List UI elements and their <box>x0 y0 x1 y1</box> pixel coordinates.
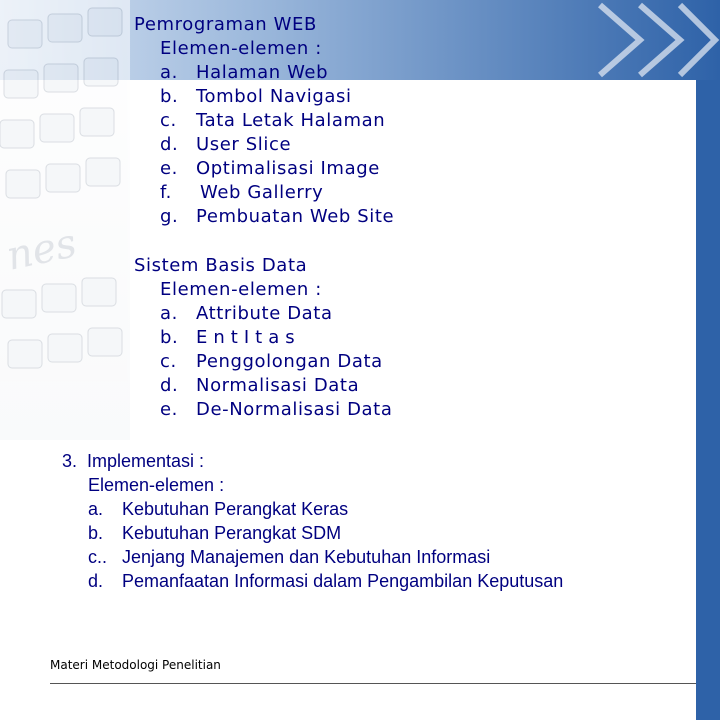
section-title: Pemrograman WEB <box>134 14 317 35</box>
list-item-text: Pemanfaatan Informasi dalam Pengambilan Keputusan <box>122 571 564 591</box>
list-item-text: Tombol Navigasi <box>196 86 352 107</box>
list-marker: e. <box>160 158 178 179</box>
list-item-text: Tata Letak Halaman <box>196 110 386 131</box>
right-strip <box>696 80 720 720</box>
list-item <box>62 521 563 545</box>
list-marker: d. <box>160 134 179 155</box>
list-item <box>134 157 394 181</box>
list-item-text: User Slice <box>196 134 292 155</box>
list-item <box>134 326 392 350</box>
list-item-text: Attribute Data <box>196 303 333 324</box>
list-item-text: Jenjang Manajemen dan Kebutuhan Informasi <box>122 547 491 567</box>
section-web-programming <box>134 13 394 229</box>
list-item-text: Penggolongan Data <box>196 351 383 372</box>
list-marker: d. <box>160 375 179 396</box>
keyboard-image <box>0 0 130 440</box>
list-item <box>134 133 394 157</box>
list-item <box>62 497 563 521</box>
section-title: 3. Implementasi : <box>62 451 205 471</box>
section-subtitle: Elemen-elemen : <box>160 279 322 300</box>
list-item <box>134 398 392 422</box>
list-item-text: De-Normalisasi Data <box>196 399 393 420</box>
list-marker: b. <box>160 327 179 348</box>
list-item-text: Web Gallerry <box>200 182 324 203</box>
list-marker: b. <box>160 86 179 107</box>
section-implementation <box>62 449 563 593</box>
list-item-text: EntItas <box>196 327 301 348</box>
list-item-text: Kebutuhan Perangkat SDM <box>122 523 342 543</box>
list-marker: g. <box>160 206 179 227</box>
list-item-text: Halaman Web <box>196 62 329 83</box>
list-marker: c. <box>160 110 177 131</box>
list-marker: a. <box>160 62 178 83</box>
list-item <box>134 85 394 109</box>
list-item <box>134 302 392 326</box>
list-item <box>134 109 394 133</box>
list-item <box>134 61 394 85</box>
list-item <box>134 205 394 229</box>
section-database-system <box>134 254 392 422</box>
section-subtitle: Elemen-elemen : <box>88 475 225 495</box>
list-item <box>134 181 394 205</box>
section-title: Sistem Basis Data <box>134 255 308 276</box>
list-marker: d. <box>88 571 104 591</box>
list-item-text: Normalisasi Data <box>196 375 360 396</box>
list-marker: a. <box>88 499 104 519</box>
list-marker: b. <box>88 523 104 543</box>
svg-text:nes: nes <box>2 220 81 280</box>
list-marker: c.. <box>88 547 108 567</box>
list-item-text: Kebutuhan Perangkat Keras <box>122 499 349 519</box>
list-marker: e. <box>160 399 178 420</box>
list-item <box>134 350 392 374</box>
list-item-text: Optimalisasi Image <box>196 158 380 179</box>
section-subtitle: Elemen-elemen : <box>160 38 322 59</box>
list-item <box>62 545 563 569</box>
list-item <box>134 374 392 398</box>
list-item <box>62 569 563 593</box>
list-marker: c. <box>160 351 177 372</box>
list-marker: f. <box>160 182 172 203</box>
footer-text: Materi Metodologi Penelitian <box>50 658 221 672</box>
list-item-text: Pembuatan Web Site <box>196 206 395 227</box>
list-marker: a. <box>160 303 178 324</box>
footer-divider <box>50 683 696 684</box>
